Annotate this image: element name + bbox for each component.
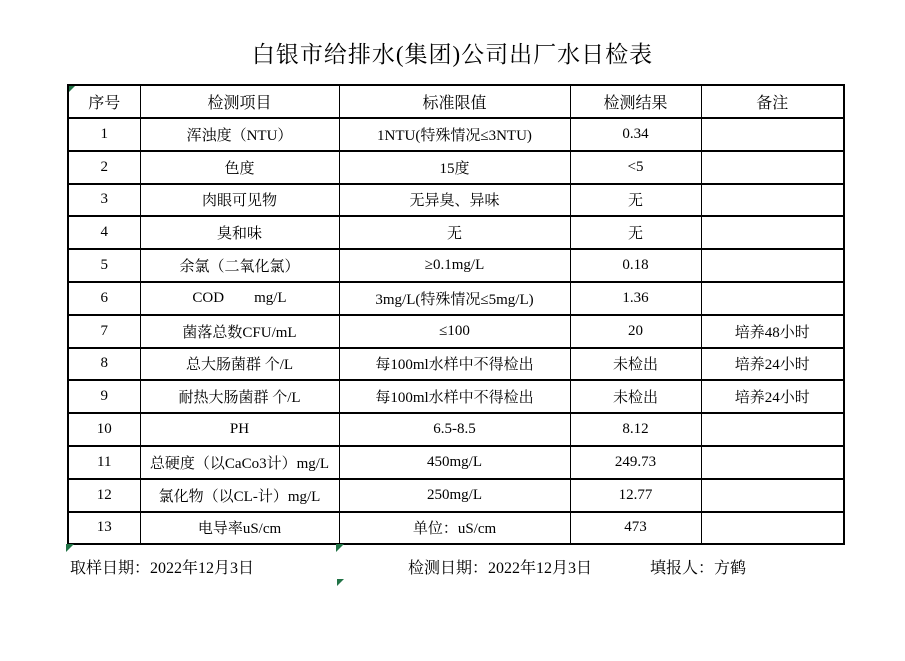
cell-standard: ≥0.1mg/L [339,249,570,282]
cell-remark [701,118,844,151]
cell-seq: 4 [68,216,140,249]
cell-remark [701,249,844,282]
cell-remark [701,282,844,315]
reporter-label: 填报人：方鹤 [650,560,747,577]
cell-remark [701,151,844,184]
cell-standard: ≤100 [339,315,570,348]
test-date-label: 检测日期：2022年12月3日 [408,560,593,577]
table-row [68,479,844,512]
cell-seq: 1 [68,118,140,151]
cell-result: 473 [570,512,701,545]
cell-seq: 9 [68,380,140,413]
cell-standard: 1NTU(特殊情况≤3NTU) [339,118,570,151]
column-header: 序号 [68,85,140,118]
cell-result: 无 [570,184,701,217]
cell-standard: 每100ml水样中不得检出 [339,380,570,413]
column-header: 备注 [701,85,844,118]
cell-seq: 5 [68,249,140,282]
cell-seq: 13 [68,512,140,545]
cell-standard: 6.5-8.5 [339,413,570,446]
cell-item: 臭和味 [140,216,339,249]
page-title: 白银市给排水(集团)公司出厂水日检表 [251,42,654,67]
cell-seq: 6 [68,282,140,315]
table-row [68,118,844,151]
table-row [68,380,844,413]
cell-item: 总硬度（以CaCo3计）mg/L [140,446,339,479]
table-row [68,184,844,217]
header-row [68,85,844,118]
cell-item: PH [140,413,339,446]
table-row [68,282,844,315]
cell-remark [701,479,844,512]
excel-corner-marker-icon [337,579,344,586]
table-row [68,151,844,184]
cell-item: 色度 [140,151,339,184]
sampling-date-label: 取样日期：2022年12月3日 [70,560,255,577]
cell-result: 20 [570,315,701,348]
inspection-table [67,84,845,545]
cell-remark [701,184,844,217]
cell-item: 氯化物（以CL-计）mg/L [140,479,339,512]
cell-seq: 11 [68,446,140,479]
cell-remark [701,413,844,446]
cell-result: 1.36 [570,282,701,315]
table-row [68,413,844,446]
column-header: 检测项目 [140,85,339,118]
cell-standard: 450mg/L [339,446,570,479]
cell-item: 总大肠菌群 个/L [140,348,339,381]
cell-item: 耐热大肠菌群 个/L [140,380,339,413]
cell-standard: 15度 [339,151,570,184]
cell-remark: 培养24小时 [701,380,844,413]
cell-result: 无 [570,216,701,249]
cell-standard: 无 [339,216,570,249]
cell-result: 未检出 [570,348,701,381]
cell-result: 8.12 [570,413,701,446]
cell-remark [701,512,844,545]
cell-standard: 3mg/L(特殊情况≤5mg/L) [339,282,570,315]
cell-result: 0.18 [570,249,701,282]
cell-item: 肉眼可见物 [140,184,339,217]
cell-item: 电导率uS/cm [140,512,339,545]
table-row [68,216,844,249]
column-header: 检测结果 [570,85,701,118]
excel-corner-marker-icon [336,544,344,552]
cell-standard: 无异臭、异味 [339,184,570,217]
cell-item: 菌落总数CFU/mL [140,315,339,348]
column-header: 标准限值 [339,85,570,118]
cell-seq: 3 [68,184,140,217]
excel-corner-marker-icon [66,544,74,552]
cell-remark [701,446,844,479]
cell-result: <5 [570,151,701,184]
cell-remark: 培养48小时 [701,315,844,348]
cell-standard: 250mg/L [339,479,570,512]
footer [0,555,905,575]
cell-item: 浑浊度（NTU） [140,118,339,151]
table-row [68,249,844,282]
cell-remark [701,216,844,249]
cell-item: 余氯（二氧化氯） [140,249,339,282]
table-body [68,118,844,544]
cell-seq: 10 [68,413,140,446]
cell-standard: 单位：uS/cm [339,512,570,545]
cell-result: 12.77 [570,479,701,512]
cell-remark: 培养24小时 [701,348,844,381]
cell-result: 未检出 [570,380,701,413]
cell-result: 0.34 [570,118,701,151]
cell-seq: 12 [68,479,140,512]
table-row [68,315,844,348]
cell-result: 249.73 [570,446,701,479]
cell-seq: 8 [68,348,140,381]
cell-item: COD mg/L [140,282,339,315]
table-row [68,348,844,381]
cell-seq: 7 [68,315,140,348]
table-row [68,446,844,479]
cell-seq: 2 [68,151,140,184]
table-row [68,512,844,545]
cell-standard: 每100ml水样中不得检出 [339,348,570,381]
